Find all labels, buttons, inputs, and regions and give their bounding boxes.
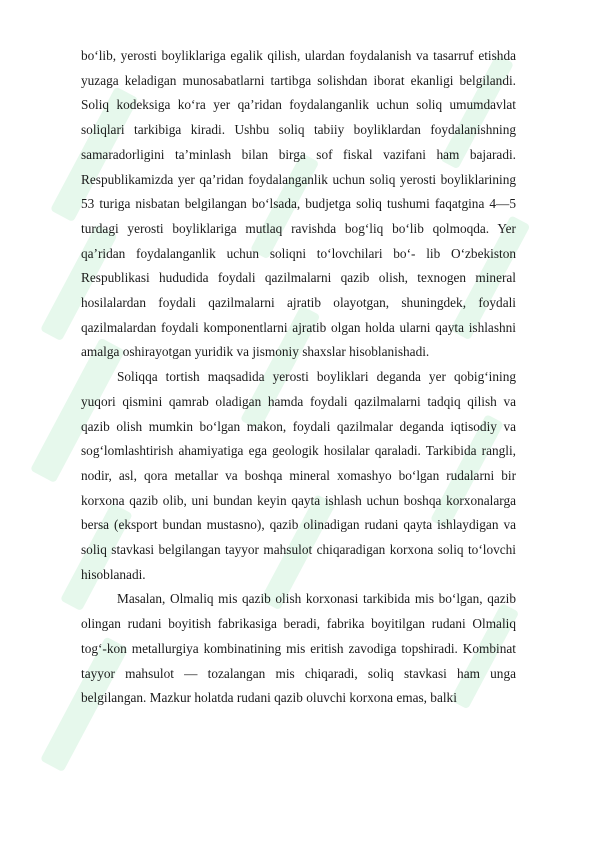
- paragraph-1: bo‘lib, yerosti boyliklariga egalik qilish, ulardan foydalanish va tasarruf etishda yuzaga keladigan munosabatlarni tartibga solishdan iborat ekanligi belgilandi. Soliq kodeksiga ko‘ra yer qa’ridan foydalanganlik uchun soliq umumdavlat soliqlari tarkibiga kiradi. Ushbu soliq tabiiy boyliklardan foydalanishning samaradorligini ta’minlash bilan birga sof fiskal vazifani ham bajaradi. Respublikamizda yer qa’ridan foydalanganlik uchun soliq yerosti boyliklarining 53 turiga nisbatan belgilangan bo‘lsada, budjetga soliq tushumi faqatgina 4—5 turdagi yerosti boyliklariga mutlaq ravishda bog‘liq bo‘lib qolmoqda. Yer qa’ridan foydalanganlik uchun soliqni to‘lovchilari bo‘- lib O‘zbekiston Respublikasi hududida foydali qazilmalarni qazib olish, texnogen mineral hosilalardan foydali qazilmalarni ajratib olayotgan, shuningdek, foydali qazilmalardan foydali komponentlarni ajratib olgan holda ularni qayta ishlashni amalga oshirayotgan yuridik va jismoniy shaxslar hisoblanishadi.: [81, 48, 516, 360]
- document-body: [81, 44, 516, 711]
- paragraph-3: Masalan, Olmaliq mis qazib olish korxonasi tarkibida mis bo‘lgan, qazib olingan rudani boyitish fabrikasiga beradi, fabrika boyitilgan rudani Olmaliq tog‘-kon metallurgiya kombinatining mis eritish zavodiga topshiradi. Kombinat tayyor mahsulot — tozalangan mis chiqaradi, soliq stavkasi ham unga belgilangan. Mazkur holatda rudani qazib oluvchi korxona emas, balki: [81, 591, 516, 706]
- paragraph-2: Soliqqa tortish maqsadida yerosti boyliklari deganda yer qobig‘ining yuqori qismini qamrab oladigan hamda foydali qazilmalarni tadqiq qilish va qazib olish mumkin bo‘lgan makon, foydali qazilmalar deganda iqtisodiy va sog‘lomlashtirish ahamiyatiga ega geologik hosilalar qaraladi. Tarkibida rangli, nodir, asl, qora metallar va boshqa mineral xomashyo bo‘lgan rudalarni bir korxona qazib olib, uni bundan keyin qayta ishlash uchun boshqa korxonalarga bersa (eksport bundan mustasno), qazib olinadigan rudani qayta ishlaydigan va soliq stavkasi belgilangan tayyor mahsulot chiqaradigan korxona soliq to‘lovchi hisoblanadi.: [81, 369, 516, 582]
